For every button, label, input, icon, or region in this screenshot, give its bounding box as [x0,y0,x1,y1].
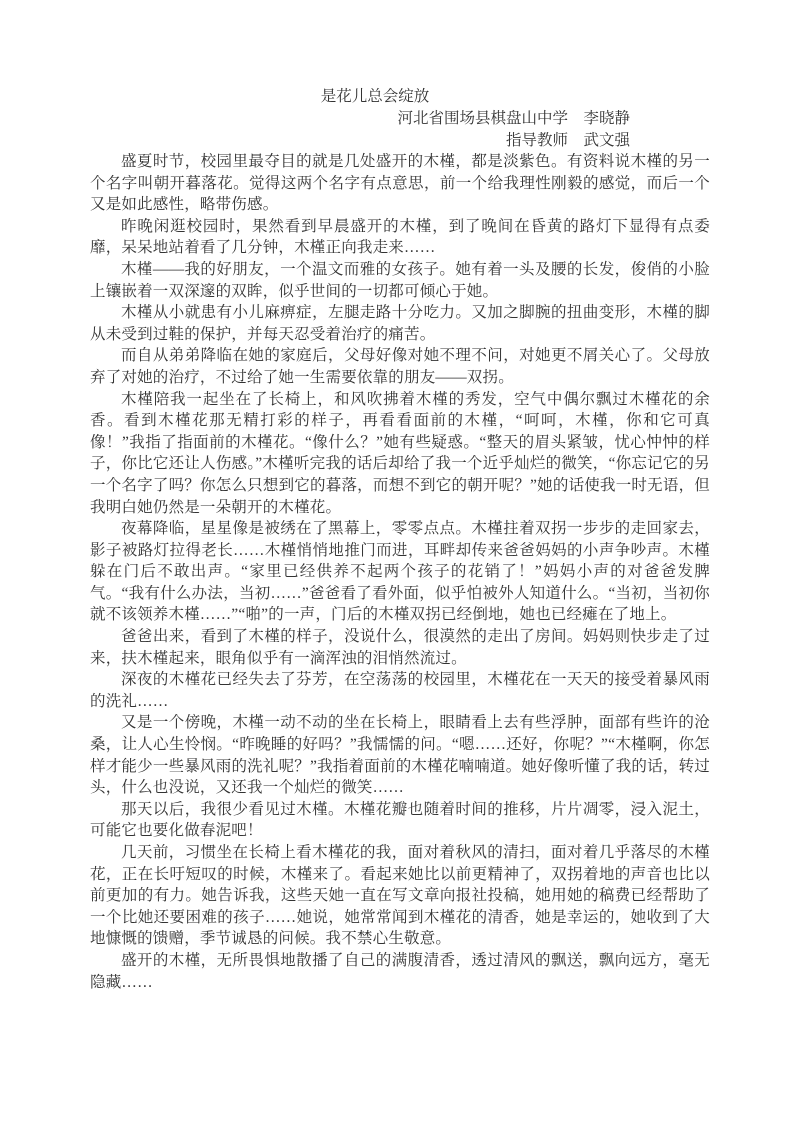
byline-school-author: 河北省围场县棋盘山中学 李晓静 [397,110,630,127]
paragraph: 夜幕降临，星星像是被绣在了黑幕上，零零点点。木槿拄着双拐一步步的走回家去，影子被路灯拉得老长……木槿悄悄地推门而进，耳畔却传来爸爸妈妈的小声争吵声。木槿躲在门后不敢出声。“家里已经供养不起两个孩子的花销了！”妈妈小声的对爸爸发脾气。“我有什么办法，当初……”爸爸看了看外面，似乎怕被外人知道什么。“当初，当初你就不该领养木槿……”“啪”的一声，门后的木槿双拐已经倒地，她也已经瘫在了地上。 [90,520,710,624]
paragraph: 木槿从小就患有小儿麻痹症，左腿走路十分吃力。又加之脚腕的扭曲变形，木槿的脚从未受到过鞋的保护，并每天忍受着治疗的痛苦。 [90,304,710,343]
paragraph: 木槿——我的好朋友，一个温文而雅的女孩子。她有着一头及腰的长发，俊俏的小脸上镶嵌着一双深邃的双眸，似乎世间的一切都可倾心于她。 [90,260,710,300]
paragraph: 木槿陪我一起坐在了长椅上，和风吹拂着木槿的秀发，空气中偶尔飘过木槿花的余香。看到木槿花那无精打彩的样子，再看看面前的木槿，“呵呵，木槿，你和它可真像！”我指了指面前的木槿花。“像什么？”她有些疑惑。“整天的眉头紧皱，忧心忡忡的样子，你比它还让人伤感。”木槿听完我的话后却给了我一个近乎灿烂的微笑，“你忘记它的另一个名字了吗？你怎么只想到它的暮落，而想不到它的朝开呢？”她的话使我一时无语，但我明白她仍然是一朵朝开的木槿花。 [90,390,710,516]
paragraph: 盛开的木槿，无所畏惧地散播了自己的满腹清香，透过清风的飘送，飘向远方，毫无隐藏…… [90,951,710,991]
document-title: 是花儿总会绽放 [320,88,430,105]
paragraph: 盛夏时节，校园里最夺目的就是几处盛开的木槿，都是淡紫色。有资料说木槿的另一个名字叫朝开暮落花。觉得这两个名字有点意思，前一个给我理性刚毅的感觉，而后一个又是如此感性，略带伤感。 [90,153,710,214]
paragraph: 而自从弟弟降临在她的家庭后，父母好像对她不理不问，对她更不屑关心了。父母放弃了对她的治疗，不过给了她一生需要依靠的朋友——双拐。 [90,347,710,386]
paragraph: 深夜的木槿花已经失去了芬芳，在空荡荡的校园里，木槿花在一天天的接受着暴风雨的洗礼…… [90,671,710,710]
byline-advisor: 指导教师 武文强 [505,131,630,149]
paragraph: 昨晚闲逛校园时，果然看到早晨盛开的木槿，到了晚间在昏黄的路灯下显得有点委靡，呆呆地站着看了几分钟，木槿正向我走来…… [90,217,710,257]
paragraph: 那天以后，我很少看见过木槿。木槿花瓣也随着时间的推移，片片凋零，浸入泥土，可能它也要化做春泥吧！ [90,800,710,840]
paragraph: 又是一个傍晚，木槿一动不动的坐在长椅上，眼睛看上去有些浮肿，面部有些许的沧桑，让人心生怜悯。“昨晚睡的好吗？”我懦懦的问。“嗯……还好，你呢？”“木槿啊，你怎样才能少一些暴风雨的洗礼呢？”我指着面前的木槿花喃喃道。她好像听懂了我的话，转过头，什么也没说，又还我一个灿烂的微笑…… [90,714,710,797]
paragraph: 爸爸出来，看到了木槿的样子，没说什么，很漠然的走出了房间。妈妈则快步走了过来，扶木槿起来，眼角似乎有一滴浑浊的泪悄然流过。 [90,628,710,667]
paragraph: 几天前，习惯坐在长椅上看木槿花的我，面对着秋风的清扫，面对着几乎落尽的木槿花，正在长吁短叹的时候，木槿来了。看起来她比以前更精神了，双拐着地的声音也比以前更加的有力。她告诉我，这些天她一直在写文章向报社投稿，她用她的稿费已经帮助了一个比她还要困难的孩子……她说，她常常闻到木槿花的清香，她是幸运的，她收到了大地慷慨的馈赠，季节诚恳的问候。我不禁心生敬意。 [90,844,710,948]
essay-body [90,151,710,993]
byline [90,108,710,151]
